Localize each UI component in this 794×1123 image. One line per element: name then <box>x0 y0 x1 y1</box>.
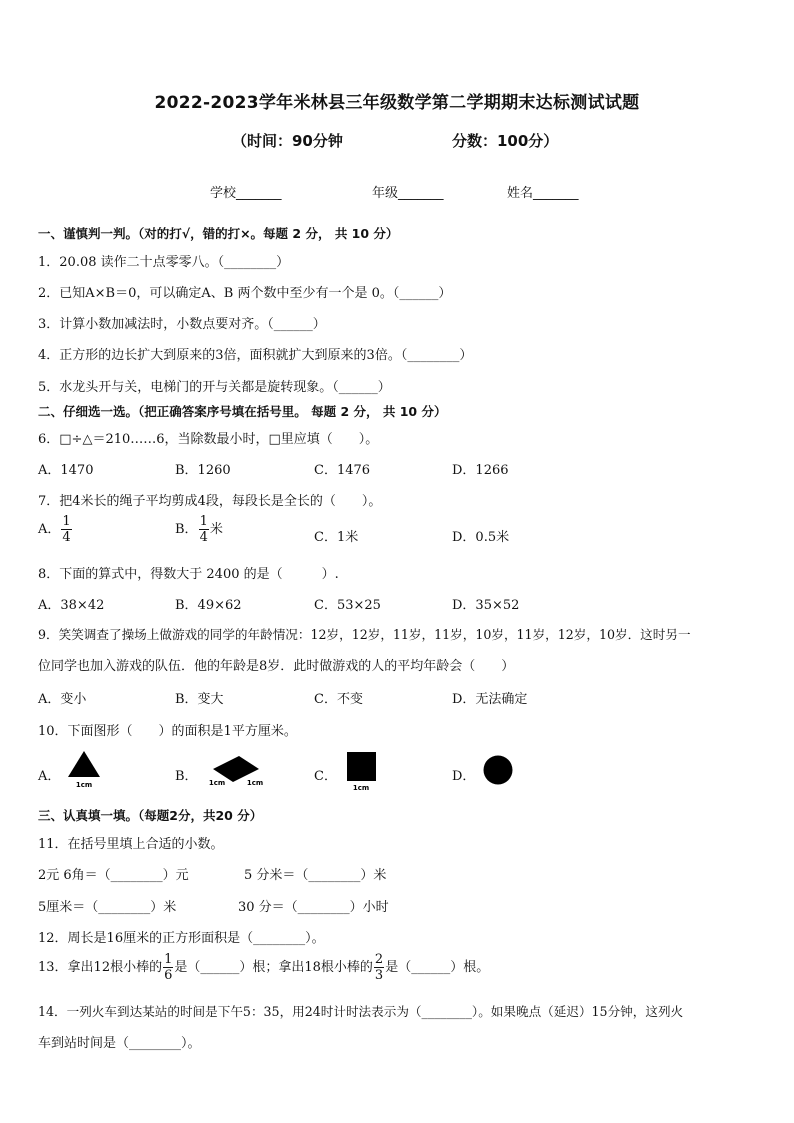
grade-field[interactable]: 年级_______ <box>372 186 444 201</box>
square-shape[interactable] <box>344 750 380 792</box>
q13-part-2: 是（______）根；拿出18根小棒的 <box>174 960 373 975</box>
q7-option-b[interactable] <box>175 514 223 545</box>
section-3-heading: 三、认真填一填。（每题2分，共20 分） <box>38 808 263 823</box>
q13-fraction-2: $\frac{2}{3}$ <box>374 952 384 983</box>
q6-option-d[interactable]: D．1266 <box>452 463 509 478</box>
q6-option-b[interactable]: B．1260 <box>175 463 231 478</box>
question-9-line-1: 9．笑笑调查了操场上做游戏的同学的年龄情况：12岁，12岁，11岁，11岁，10岁，11岁，12岁，10岁．这时另一 <box>38 627 691 642</box>
q11-blank-d[interactable]: 30 分＝（________）小时 <box>238 900 389 915</box>
question-2: 2．已知A×B＝0，可以确定A、B 两个数中至少有一个是 0。（______） <box>38 286 452 301</box>
q10-option-c-label[interactable]: C． <box>314 769 337 784</box>
rhombus-unit-label-left: 1cm <box>208 779 226 787</box>
q11-blank-c[interactable]: 5厘米＝（________）米 <box>38 900 177 915</box>
q6-option-a[interactable]: A．1470 <box>38 463 94 478</box>
school-field[interactable]: 学校_______ <box>210 186 282 201</box>
question-5: 5．水龙头开与关，电梯门的开与关都是旋转现象。（______） <box>38 380 391 395</box>
q8-option-d[interactable]: D．35×52 <box>452 598 520 613</box>
question-6: 6．□÷△＝210……6，当除数最小时，□里应填（ ）。 <box>38 432 379 447</box>
q6-option-c[interactable]: C．1476 <box>314 463 371 478</box>
triangle-unit-label: 1cm <box>75 781 93 788</box>
q9-option-a[interactable]: A．变小 <box>38 692 87 707</box>
section-2-heading: 二、仔细选一选。（把正确答案序号填在括号里。 每题 2 分， 共 10 分） <box>38 404 447 419</box>
q7-option-b-label: B． <box>175 522 198 537</box>
q7-fraction-a: $\frac{1}{4}$ <box>62 514 71 545</box>
question-11: 11．在括号里填上合适的小数。 <box>38 837 224 852</box>
circle-shape[interactable] <box>482 755 516 787</box>
square-unit-label: 1cm <box>352 784 370 792</box>
section-1-heading: 一、谨慎判一判。（对的打√，错的打×。每题 2 分， 共 10 分） <box>38 226 399 241</box>
q11-blank-b[interactable]: 5 分米＝（________）米 <box>244 868 387 883</box>
question-7: 7．把4米长的绳子平均剪成4段，每段长是全长的（ ）。 <box>38 494 382 509</box>
q9-option-b[interactable]: B．变大 <box>175 692 224 707</box>
q9-option-c[interactable]: C．不变 <box>314 692 363 707</box>
page-title: 2022-2023学年米林县三年级数学第二学期期末达标测试试题 <box>154 93 640 113</box>
total-score: 分数：100分） <box>452 132 559 150</box>
q7-option-a[interactable] <box>38 514 73 545</box>
q7-option-b-unit: 米 <box>209 522 223 537</box>
q7-fraction-b: $\frac{1}{4}$ <box>199 514 208 545</box>
q13-fraction-1: $\frac{1}{6}$ <box>164 952 173 983</box>
rhombus-unit-label-right: 1cm <box>246 779 264 787</box>
q7-option-d[interactable]: D．0.5米 <box>452 530 510 545</box>
q8-option-a[interactable]: A．38×42 <box>38 598 105 613</box>
q13-part-3: 是（______）根。 <box>385 960 490 975</box>
rhombus-shape[interactable] <box>203 752 267 788</box>
q8-option-b[interactable]: B．49×62 <box>175 598 242 613</box>
question-3: 3．计算小数加减法时，小数点要对齐。（______） <box>38 317 326 332</box>
q10-option-d-label[interactable]: D． <box>452 769 476 784</box>
question-12: 12．周长是16厘米的正方形面积是（________）。 <box>38 931 325 946</box>
q10-option-b-label[interactable]: B． <box>175 769 198 784</box>
q8-option-c[interactable]: C．53×25 <box>314 598 381 613</box>
question-14-line-1: 14．一列火车到达某站的时间是下午5：35，用24时计时法表示为（________）。如果晚点（延迟）15分钟，这列火 <box>38 1004 684 1019</box>
name-field[interactable]: 姓名_______ <box>507 186 579 201</box>
question-1: 1．20.08 读作二十点零零八。（________） <box>38 255 290 270</box>
question-14-line-2: 车到站时间是（________）。 <box>38 1036 201 1051</box>
q11-blank-a[interactable]: 2元 6角＝（________）元 <box>38 868 189 883</box>
q13-part-1: 13．拿出12根小棒的 <box>38 960 163 975</box>
q7-option-a-label: A． <box>38 522 61 537</box>
question-13 <box>38 952 489 983</box>
q10-option-a-label[interactable]: A． <box>38 769 61 784</box>
question-10: 10．下面图形（ ）的面积是1平方厘米。 <box>38 724 297 739</box>
question-4: 4．正方形的边长扩大到原来的3倍，面积就扩大到原来的3倍。（________） <box>38 348 473 363</box>
question-9-line-2: 位同学也加入游戏的队伍．他的年龄是8岁．此时做游戏的人的平均年龄会（ ） <box>38 659 515 674</box>
q7-option-c[interactable]: C．1米 <box>314 530 359 545</box>
time-limit: （时间：90分钟 <box>232 132 343 150</box>
question-8: 8．下面的算式中，得数大于 2400 的是（ ）. <box>38 567 339 582</box>
triangle-shape[interactable] <box>64 748 104 788</box>
q9-option-d[interactable]: D．无法确定 <box>452 692 528 707</box>
